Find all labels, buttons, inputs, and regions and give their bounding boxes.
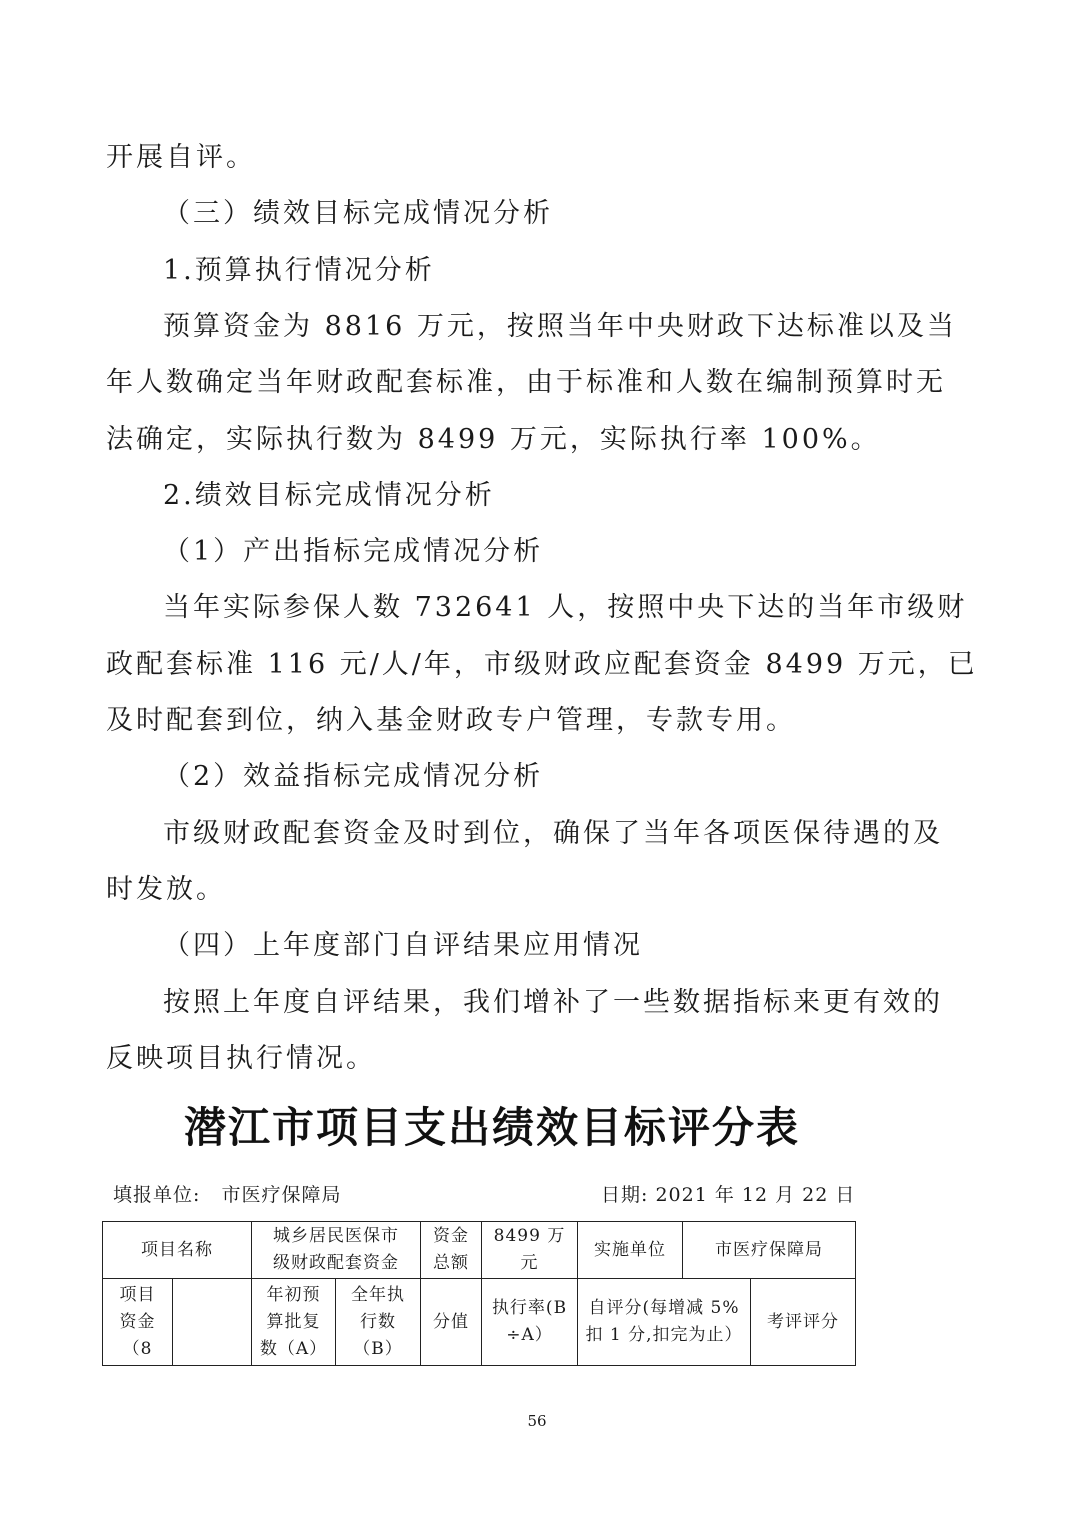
body-line: 预算资金为 8816 万元，按照当年中央财政下达标准以及当 bbox=[163, 311, 957, 342]
body-line: 政配套标准 116 元/人/年，市级财政应配套资金 8499 万元，已 bbox=[106, 649, 978, 680]
date-value: 2021 年 12 月 22 日 bbox=[655, 1184, 856, 1206]
initial-budget-label bbox=[252, 1279, 336, 1366]
project-name-line2: 级财政配套资金 bbox=[273, 1253, 399, 1273]
body-line: 年人数确定当年财政配套标准，由于标准和人数在编制预算时无 bbox=[106, 367, 946, 398]
body-line: 按照上年度自评结果，我们增补了一些数据指标来更有效的 bbox=[163, 987, 943, 1018]
self-score-line2: 扣 1 分,扣完为止） bbox=[585, 1325, 743, 1345]
report-date bbox=[601, 1180, 855, 1210]
body-line: 时发放。 bbox=[106, 874, 226, 905]
fill-unit-value: 市医疗保障局 bbox=[221, 1184, 342, 1206]
body-line: 当年实际参保人数 732641 人，按照中央下达的当年市级财 bbox=[163, 592, 968, 623]
initial-line3: 数（A） bbox=[259, 1338, 328, 1359]
annual-line2: 行数 bbox=[360, 1311, 396, 1332]
score-value-label: 分值 bbox=[421, 1279, 482, 1366]
impl-unit-label: 实施单位 bbox=[578, 1222, 683, 1279]
project-name-value bbox=[252, 1222, 421, 1279]
empty-cell bbox=[173, 1279, 252, 1366]
initial-line1: 年初预 bbox=[266, 1284, 321, 1305]
total-label-line1: 资金 bbox=[433, 1226, 469, 1246]
funds-line2: 资金 bbox=[119, 1311, 156, 1332]
funds-line1: 项目 bbox=[119, 1284, 156, 1305]
impl-unit-value: 市医疗保障局 bbox=[683, 1222, 856, 1279]
total-label-line2: 总额 bbox=[433, 1253, 469, 1273]
total-funds-label bbox=[421, 1222, 482, 1279]
annual-exec-label bbox=[336, 1279, 421, 1366]
body-line: 及时配套到位，纳入基金财政专户管理，专款专用。 bbox=[106, 705, 796, 736]
fill-unit bbox=[113, 1180, 342, 1210]
body-line: （四）上年度部门自评结果应用情况 bbox=[163, 930, 643, 961]
exec-rate-line1: 执行率(B bbox=[491, 1298, 568, 1318]
body-line: 反映项目执行情况。 bbox=[106, 1043, 376, 1074]
body-line: 开展自评。 bbox=[106, 142, 256, 173]
eval-score-label: 考评评分 bbox=[751, 1279, 856, 1366]
fill-unit-label: 填报单位: bbox=[113, 1184, 201, 1206]
score-table bbox=[102, 1221, 856, 1366]
project-name-line1: 城乡居民医保市 bbox=[273, 1226, 399, 1246]
body-line: 2.绩效目标完成情况分析 bbox=[163, 480, 495, 511]
body-line: （2）效益指标完成情况分析 bbox=[163, 761, 544, 792]
table-row bbox=[103, 1279, 856, 1366]
initial-line2: 算批复 bbox=[266, 1311, 321, 1332]
exec-rate-line2: ÷A） bbox=[506, 1325, 553, 1345]
self-score-label bbox=[578, 1279, 751, 1366]
total-funds-value bbox=[482, 1222, 578, 1279]
total-value-line2: 元 bbox=[520, 1253, 539, 1273]
total-value-line1: 8499 万 bbox=[493, 1226, 566, 1246]
funds-line3: （8 bbox=[122, 1338, 153, 1359]
page-number: 56 bbox=[527, 1412, 547, 1430]
project-name-label: 项目名称 bbox=[103, 1222, 252, 1279]
table-title: 潜江市项目支出绩效目标评分表 bbox=[183, 1103, 800, 1152]
project-funds-label bbox=[103, 1279, 173, 1366]
body-line: 市级财政配套资金及时到位，确保了当年各项医保待遇的及 bbox=[163, 818, 943, 849]
annual-line3: （B） bbox=[353, 1338, 403, 1359]
body-line: （1）产出指标完成情况分析 bbox=[163, 536, 544, 567]
self-score-line1: 自评分(每增减 5% bbox=[588, 1298, 740, 1318]
date-label: 日期: bbox=[601, 1184, 649, 1206]
body-line: 1.预算执行情况分析 bbox=[163, 255, 435, 286]
body-line: （三）绩效目标完成情况分析 bbox=[163, 198, 553, 229]
exec-rate-label bbox=[482, 1279, 578, 1366]
annual-line1: 全年执 bbox=[351, 1284, 405, 1305]
body-line: 法确定，实际执行数为 8499 万元，实际执行率 100%。 bbox=[106, 424, 881, 455]
table-row bbox=[103, 1222, 856, 1279]
